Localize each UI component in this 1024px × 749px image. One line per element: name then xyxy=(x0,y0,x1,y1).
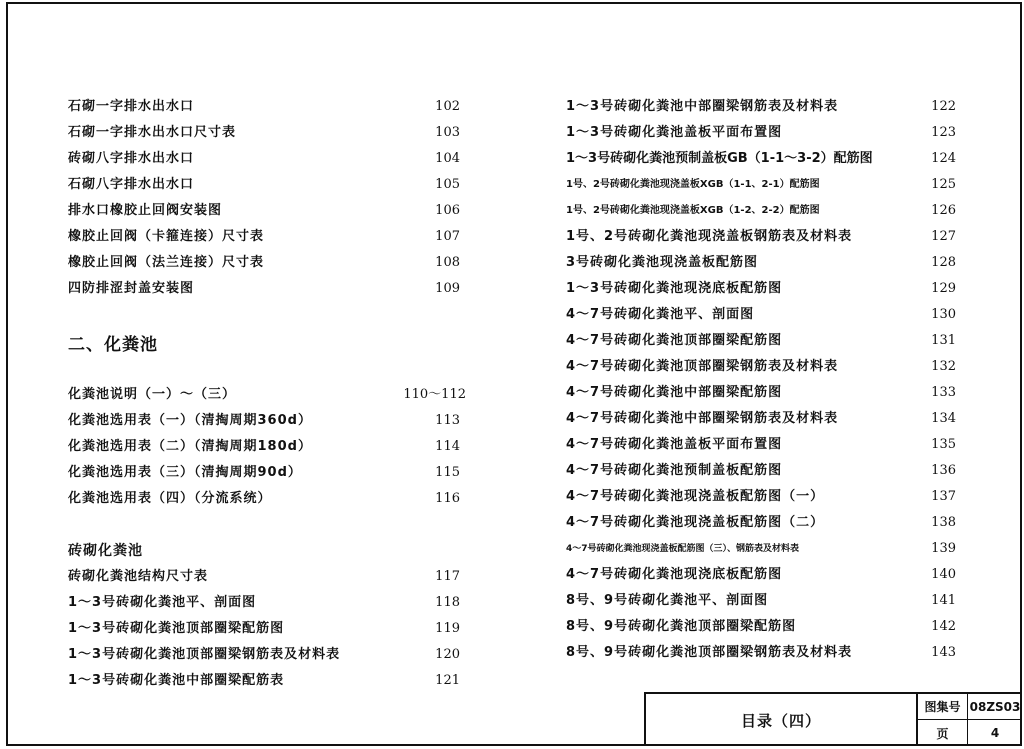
toc-entry-title: 四防排涩封盖安装图 xyxy=(68,281,195,296)
toc-entry[interactable] xyxy=(566,642,956,664)
toc-entry-page: 114 xyxy=(435,439,460,454)
toc-entry-title: 4～7号砖砌化粪池现浇底板配筋图 xyxy=(566,567,783,582)
toc-entry-page: 105 xyxy=(435,177,460,192)
toc-entry-title: 4～7号砖砌化粪池顶部圈梁配筋图 xyxy=(566,333,783,348)
toc-entry-title: 1～3号砖砌化粪池顶部圈梁钢筋表及材料表 xyxy=(68,647,341,662)
toc-entry[interactable] xyxy=(68,148,460,170)
toc-entry[interactable] xyxy=(68,384,466,406)
toc-entry-page: 137 xyxy=(931,489,956,504)
toc-entry[interactable] xyxy=(566,174,956,196)
toc-entry[interactable] xyxy=(566,200,956,222)
toc-entry[interactable] xyxy=(566,278,956,300)
toc-entry[interactable] xyxy=(68,644,460,666)
toc-entry-page: 136 xyxy=(931,463,956,478)
toc-entry[interactable] xyxy=(68,618,460,640)
toc-entry[interactable] xyxy=(566,486,956,508)
toc-entry[interactable] xyxy=(566,512,956,534)
toc-entry-page: 130 xyxy=(931,307,956,322)
toc-entry[interactable] xyxy=(68,122,460,144)
toc-entry-page: 143 xyxy=(931,645,956,660)
toc-entry-page: 121 xyxy=(435,673,460,688)
toc-entry-page: 103 xyxy=(435,125,460,140)
toc-entry[interactable] xyxy=(68,566,460,588)
toc-entry-title: 4～7号砖砌化粪池现浇盖板配筋图（三）、钢筋表及材料表 xyxy=(566,544,800,554)
toc-entry-title: 4～7号砖砌化粪池现浇盖板配筋图（一） xyxy=(566,489,825,504)
toc-entry-title: 砖砌八字排水出水口 xyxy=(68,151,195,166)
toc-entry-title: 4～7号砖砌化粪池顶部圈梁钢筋表及材料表 xyxy=(566,359,839,374)
toc-entry-title: 石砌一字排水出水口 xyxy=(68,99,195,114)
toc-entry[interactable] xyxy=(68,96,460,118)
toc-entry-title: 4～7号砖砌化粪池现浇盖板配筋图（二） xyxy=(566,515,825,530)
toc-entry-page: 115 xyxy=(435,465,460,480)
toc-entry[interactable] xyxy=(566,330,956,352)
toc-entry-page: 129 xyxy=(931,281,956,296)
atlas-number-value: 08ZS03 xyxy=(968,694,1022,720)
toc-entry[interactable] xyxy=(566,122,956,144)
toc-entry[interactable] xyxy=(566,304,956,326)
page-number-value: 4 xyxy=(990,726,1000,740)
toc-entry-page: 135 xyxy=(931,437,956,452)
toc-entry-title: 化粪池选用表（四）（分流系统） xyxy=(68,491,272,506)
toc-entry[interactable] xyxy=(566,382,956,404)
toc-entry-title: 1～3号砖砌化粪池顶部圈梁配筋图 xyxy=(68,621,285,636)
toc-entry-page: 109 xyxy=(435,281,460,296)
toc-entry-page: 106 xyxy=(435,203,460,218)
toc-entry[interactable] xyxy=(68,670,460,692)
toc-entry-title: 化粪池说明（一）～（三） xyxy=(68,387,237,402)
toc-entry-page: 133 xyxy=(931,385,956,400)
section-heading: 二、化粪池 xyxy=(68,335,158,355)
toc-entry[interactable] xyxy=(566,148,956,170)
toc-entry-title: 3号砖砌化粪池现浇盖板配筋图 xyxy=(566,255,759,270)
toc-entry-page: 110～112 xyxy=(403,387,466,402)
toc-entry-page: 123 xyxy=(931,125,956,140)
toc-entry-page: 140 xyxy=(931,567,956,582)
page-label: 页 xyxy=(918,720,968,746)
toc-entry[interactable] xyxy=(68,462,460,484)
toc-entry-page: 139 xyxy=(931,541,956,556)
toc-entry-title: 4～7号砖砌化粪池预制盖板配筋图 xyxy=(566,463,783,478)
toc-entry-title: 石砌八字排水出水口 xyxy=(68,177,195,192)
toc-entry-title: 4～7号砖砌化粪池盖板平面布置图 xyxy=(566,437,783,452)
toc-entry-title: 1号、2号砖砌化粪池现浇盖板XGB（1-1、2-1）配筋图 xyxy=(566,179,820,190)
toc-entry-page: 113 xyxy=(435,413,460,428)
toc-entry[interactable] xyxy=(68,174,460,196)
toc-entry-title: 1～3号砖砌化粪池现浇底板配筋图 xyxy=(566,281,783,296)
toc-entry-title: 化粪池选用表（一）（清掏周期360d） xyxy=(68,413,312,428)
toc-entry-page: 127 xyxy=(931,229,956,244)
toc-entry[interactable] xyxy=(68,200,460,222)
title-block-title: 目录（四） xyxy=(646,694,918,746)
toc-entry[interactable] xyxy=(68,252,460,274)
toc-entry-page: 107 xyxy=(435,229,460,244)
toc-entry-title: 1号、2号砖砌化粪池现浇盖板XGB（1-2、2-2）配筋图 xyxy=(566,205,820,216)
toc-entry-page: 128 xyxy=(931,255,956,270)
toc-entry-title: 砖砌化粪池结构尺寸表 xyxy=(68,569,209,584)
toc-entry-page: 125 xyxy=(931,177,956,192)
toc-entry-page: 104 xyxy=(435,151,460,166)
toc-entry-page: 126 xyxy=(931,203,956,218)
toc-entry-page: 119 xyxy=(435,621,460,636)
toc-entry[interactable] xyxy=(68,278,460,300)
toc-entry[interactable] xyxy=(566,616,956,638)
toc-entry[interactable] xyxy=(68,436,460,458)
toc-entry[interactable] xyxy=(68,226,460,248)
toc-entry-title: 橡胶止回阀（法兰连接）尺寸表 xyxy=(68,255,265,270)
toc-entry-page: 134 xyxy=(931,411,956,426)
toc-entry[interactable] xyxy=(566,356,956,378)
toc-entry-page: 132 xyxy=(931,359,956,374)
toc-entry-title: 1～3号砖砌化粪池中部圈梁钢筋表及材料表 xyxy=(566,99,839,114)
toc-entry[interactable] xyxy=(566,226,956,248)
atlas-number-label: 图集号 xyxy=(918,694,968,720)
toc-entry-title: 8号、9号砖砌化粪池平、剖面图 xyxy=(566,593,769,608)
toc-entry[interactable] xyxy=(68,488,460,510)
toc-entry-title: 4～7号砖砌化粪池中部圈梁配筋图 xyxy=(566,385,783,400)
toc-entry-title: 1～3号砖砌化粪池平、剖面图 xyxy=(68,595,257,610)
toc-entry-page: 122 xyxy=(931,99,956,114)
toc-entry-title: 橡胶止回阀（卡箍连接）尺寸表 xyxy=(68,229,265,244)
toc-entry-title: 4～7号砖砌化粪池中部圈梁钢筋表及材料表 xyxy=(566,411,839,426)
toc-entry-title: 8号、9号砖砌化粪池顶部圈梁配筋图 xyxy=(566,619,797,634)
title-block xyxy=(644,692,1022,746)
toc-entry-page: 142 xyxy=(931,619,956,634)
toc-entry-page: 116 xyxy=(435,491,460,506)
toc-entry-title: 8号、9号砖砌化粪池顶部圈梁钢筋表及材料表 xyxy=(566,645,853,660)
toc-entry[interactable] xyxy=(566,96,956,118)
toc-entry[interactable] xyxy=(566,460,956,482)
toc-entry[interactable] xyxy=(566,252,956,274)
toc-entry-title: 1～3号砖砌化粪池中部圈梁配筋表 xyxy=(68,673,285,688)
toc-entry-page: 131 xyxy=(931,333,956,348)
toc-entry-title: 化粪池选用表（二）（清掏周期180d） xyxy=(68,439,312,454)
toc-entry[interactable] xyxy=(566,408,956,430)
toc-entry-page: 141 xyxy=(931,593,956,608)
toc-entry[interactable] xyxy=(566,590,956,612)
toc-entry[interactable] xyxy=(566,564,956,586)
toc-entry-page: 118 xyxy=(435,595,460,610)
toc-entry-title: 4～7号砖砌化粪池平、剖面图 xyxy=(566,307,755,322)
toc-entry-page: 108 xyxy=(435,255,460,270)
toc-entry-title: 排水口橡胶止回阀安装图 xyxy=(68,203,223,218)
toc-entry-title: 化粪池选用表（三）（清掏周期90d） xyxy=(68,465,302,480)
toc-entry-title: 石砌一字排水出水口尺寸表 xyxy=(68,125,237,140)
toc-entry[interactable] xyxy=(566,434,956,456)
toc-entry-title: 1～3号砖砌化粪池预制盖板GB（1-1～3-2）配筋图 xyxy=(566,151,873,166)
toc-entry-title: 1号、2号砖砌化粪池现浇盖板钢筋表及材料表 xyxy=(566,229,853,244)
toc-entry-page: 138 xyxy=(931,515,956,530)
toc-entry[interactable] xyxy=(68,410,460,432)
toc-entry-title: 1～3号砖砌化粪池盖板平面布置图 xyxy=(566,125,783,140)
toc-entry-page: 102 xyxy=(435,99,460,114)
toc-entry-page: 124 xyxy=(931,151,956,166)
toc-entry-page: 117 xyxy=(435,569,460,584)
toc-entry-page: 120 xyxy=(435,647,460,662)
toc-entry[interactable] xyxy=(566,538,956,560)
subsection-heading: 砖砌化粪池 xyxy=(68,543,143,559)
toc-entry[interactable] xyxy=(68,592,460,614)
